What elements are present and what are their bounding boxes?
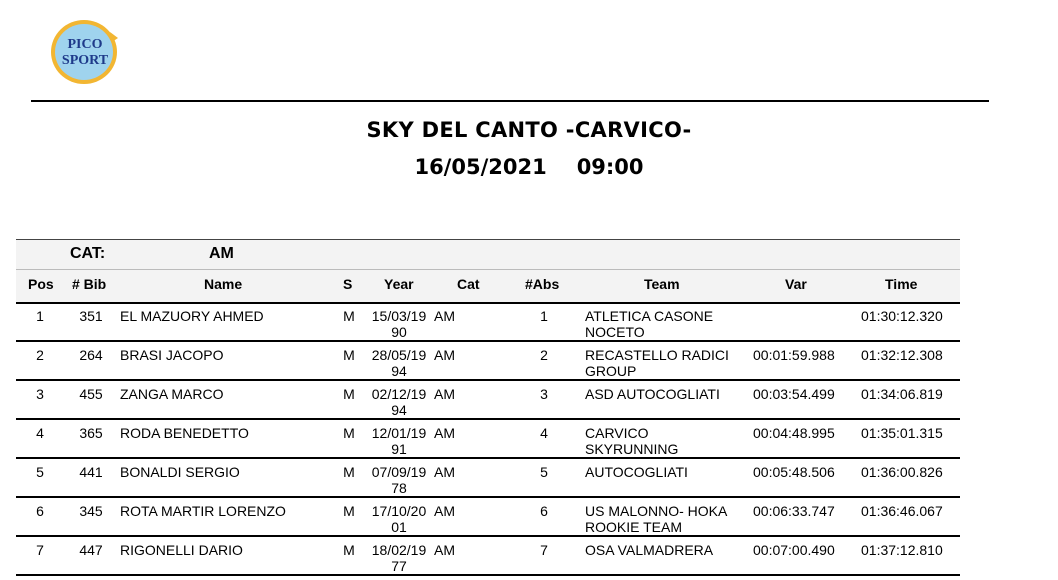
cell-name: ROTA MARTIR LORENZO	[120, 503, 286, 519]
event-title: SKY DEL CANTO -CARVICO-	[366, 118, 692, 142]
cell-name: RODA BENEDETTO	[120, 425, 249, 441]
cell-year: 07/09/19 78	[371, 464, 427, 496]
cell-pos: 2	[36, 347, 44, 363]
cell-abs: 7	[540, 542, 548, 558]
cell-abs: 6	[540, 503, 548, 519]
cell-time: 01:32:12.308	[861, 347, 943, 363]
cell-cat: AM	[434, 308, 455, 324]
cell-team: ASD AUTOCOGLIATI	[585, 386, 720, 402]
cell-team: CARVICO SKYRUNNING	[585, 425, 679, 457]
table-row	[16, 537, 960, 576]
header-name: Name	[204, 276, 243, 292]
table-row	[16, 459, 960, 498]
cell-name: ZANGA MARCO	[120, 386, 224, 402]
cell-var: 00:05:48.506	[753, 464, 835, 480]
header-time: Time	[885, 276, 918, 292]
cell-bib: 455	[79, 386, 103, 402]
cell-bib: 264	[79, 347, 103, 363]
cell-bib: 351	[79, 308, 103, 324]
table-row	[16, 381, 960, 420]
cell-cat: AM	[434, 503, 455, 519]
cell-sex: M	[343, 464, 355, 480]
cell-sex: M	[343, 386, 355, 402]
cell-abs: 5	[540, 464, 548, 480]
cell-year: 28/05/19 94	[371, 347, 427, 379]
header-cat: Cat	[457, 276, 480, 292]
table-row	[16, 420, 960, 459]
cell-time: 01:37:12.810	[861, 542, 943, 558]
logo-graphic	[50, 18, 120, 86]
cell-cat: AM	[434, 347, 455, 363]
cell-year: 15/03/19 90	[371, 308, 427, 340]
cell-time: 01:34:06.819	[861, 386, 943, 402]
cell-sex: M	[343, 503, 355, 519]
header-team: Team	[644, 276, 680, 292]
cell-bib: 441	[79, 464, 103, 480]
cell-name: BRASI JACOPO	[120, 347, 224, 363]
cell-var: 00:01:59.988	[753, 347, 835, 363]
header-var: Var	[785, 276, 807, 292]
cell-time: 01:30:12.320	[861, 308, 943, 324]
cell-time: 01:35:01.315	[861, 425, 943, 441]
cell-var: 00:03:54.499	[753, 386, 835, 402]
results-rows	[16, 303, 960, 576]
cell-abs: 4	[540, 425, 548, 441]
cell-sex: M	[343, 542, 355, 558]
event-datetime	[0, 155, 1058, 179]
cell-sex: M	[343, 425, 355, 441]
event-time: 09:00	[576, 155, 644, 179]
cell-var: 00:07:00.490	[753, 542, 835, 558]
category-value: AM	[209, 245, 234, 262]
header-year: Year	[384, 276, 414, 292]
cell-year: 17/10/20 01	[371, 503, 427, 535]
cell-year: 12/01/19 91	[371, 425, 427, 457]
cell-sex: M	[343, 308, 355, 324]
header-pos: Pos	[28, 276, 54, 292]
cell-year: 18/02/19 77	[371, 542, 427, 574]
cell-pos: 1	[36, 308, 44, 324]
category-bar	[16, 239, 960, 270]
header-sex: S	[343, 276, 353, 292]
cell-team: ATLETICA CASONE NOCETO	[585, 308, 714, 340]
cell-bib: 365	[79, 425, 103, 441]
cell-name: BONALDI SERGIO	[120, 464, 240, 480]
header-bib: # Bib	[72, 276, 107, 292]
cell-pos: 7	[36, 542, 44, 558]
cell-cat: AM	[434, 542, 455, 558]
cell-team: US MALONNO- HOKA ROOKIE TEAM	[585, 503, 728, 535]
cell-abs: 3	[540, 386, 548, 402]
cell-team: OSA VALMADRERA	[585, 542, 714, 558]
cell-pos: 3	[36, 386, 44, 402]
cell-var: 00:06:33.747	[753, 503, 835, 519]
cell-name: RIGONELLI DARIO	[120, 542, 243, 558]
cell-cat: AM	[434, 464, 455, 480]
cell-abs: 2	[540, 347, 548, 363]
category-label: CAT:	[70, 245, 106, 262]
cell-team: AUTOCOGLIATI	[585, 464, 688, 480]
event-date: 16/05/2021	[414, 155, 547, 179]
cell-var: 00:04:48.995	[753, 425, 835, 441]
cell-abs: 1	[540, 308, 548, 324]
cell-time: 01:36:46.067	[861, 503, 943, 519]
cell-cat: AM	[434, 425, 455, 441]
logo-text-line2: SPORT	[61, 53, 109, 68]
cell-team: RECASTELLO RADICI GROUP	[585, 347, 729, 379]
table-row	[16, 303, 960, 342]
cell-pos: 4	[36, 425, 44, 441]
logo-text-line1: PICO	[67, 37, 103, 52]
column-header-row	[16, 269, 960, 304]
cell-pos: 6	[36, 503, 44, 519]
cell-bib: 345	[79, 503, 103, 519]
cell-pos: 5	[36, 464, 44, 480]
header-abs: #Abs	[525, 276, 560, 292]
cell-name: EL MAZUORY AHMED	[120, 308, 264, 324]
results-table	[16, 239, 960, 580]
cell-time: 01:36:00.826	[861, 464, 943, 480]
table-row	[16, 342, 960, 381]
header-divider	[31, 100, 989, 102]
pico-sport-logo	[50, 18, 120, 86]
cell-cat: AM	[434, 386, 455, 402]
cell-year: 02/12/19 94	[371, 386, 427, 418]
cell-sex: M	[343, 347, 355, 363]
cell-bib: 447	[79, 542, 103, 558]
table-row	[16, 498, 960, 537]
